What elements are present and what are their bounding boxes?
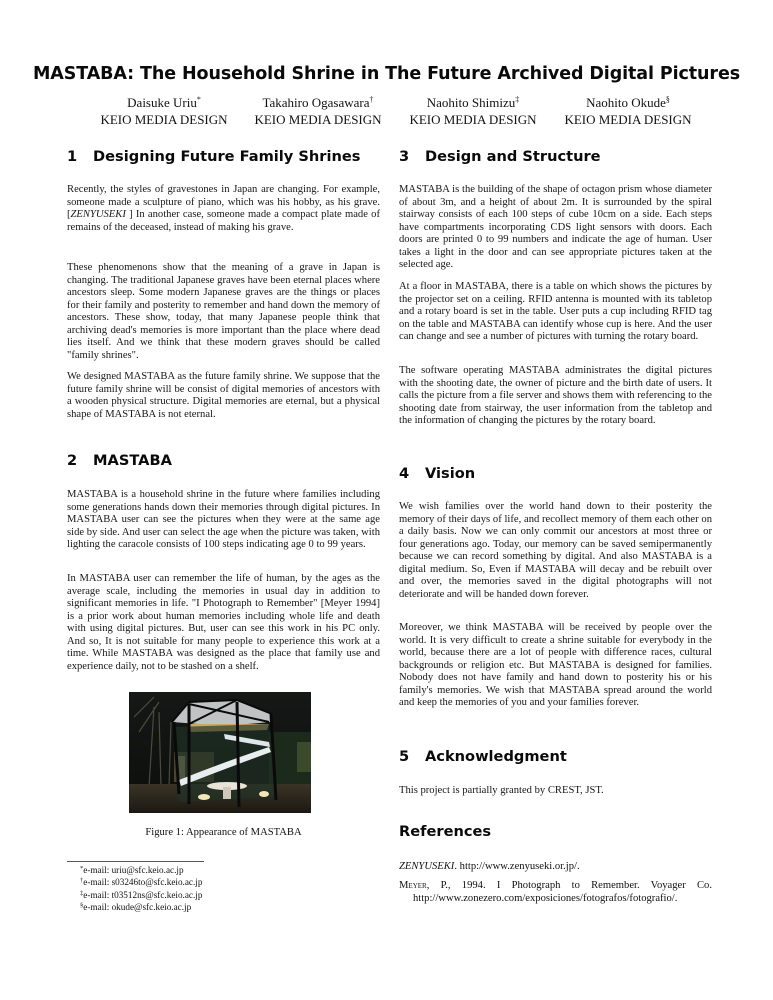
figure-mastaba-photo <box>129 692 311 813</box>
author-affiliation: KEIO MEDIA DESIGN <box>564 112 692 127</box>
author-name: Naohito Okude <box>586 95 666 110</box>
paper-title: MASTABA: The Household Shrine in The Future Archived Digital Pictures <box>32 64 741 84</box>
paragraph: These phenomenons show that the meaning of a grave in Japan is changing. The traditional Japanese graves have been eternal places where ancestors sleep. Some modern Japanese graves are the things or places for their family and posterity to remember and hand down the memory of ancestors. These show, today, that many Japanese people think that archiving dead's memories is more important than the place where dead lies itself. And we think that these modern graves should be called "family shrines". <box>67 262 380 361</box>
author-affiliation: KEIO MEDIA DESIGN <box>409 112 537 127</box>
author-mark: * <box>196 95 201 104</box>
reference-item: Meyer, P., 1994. I Photograph to Remember. Voyager Co. http://www.zonezero.com/exposiciones/fotografos/fotografio/. <box>399 880 712 904</box>
author-affiliation: KEIO MEDIA DESIGN <box>254 112 382 127</box>
author-mark: † <box>369 95 374 104</box>
footnote-4: §e-mail: okude@sfc.keio.ac.jp <box>80 901 192 912</box>
paragraph: MASTABA is a household shrine in the future where families including some generations hands down their memories through digital pictures. In MASTABA user can see the pictures when they were at the same age side by side. And user can select the age when the picture was taken, with lighting the caracole consists of 100 steps indicating age 0 to 99 years. <box>67 489 380 551</box>
author-4 <box>543 94 713 128</box>
author-name: Naohito Shimizu <box>426 95 516 110</box>
footnote-3: ‡e-mail: t03512ns@sfc.keio.ac.jp <box>80 889 203 900</box>
paragraph: This project is partially granted by CREST, JST. <box>399 785 604 796</box>
author-3 <box>388 94 558 128</box>
section-heading-5: 5 Acknowledgment <box>399 748 567 765</box>
author-name: Takahiro Ogasawara <box>262 95 370 110</box>
paragraph: We designed MASTABA as the future family shrine. We suppose that the future family shrine will be consist of digital memories of ancestors with a wooden physical structure. Digital memories are eternal, but a physical shape of MASTABA is not eternal. <box>67 371 380 420</box>
figure-caption: Figure 1: Appearance of MASTABA <box>145 827 302 838</box>
footnote-2: †e-mail: s03246to@sfc.keio.ac.jp <box>80 877 203 888</box>
reference-url[interactable]: http://www.zonezero.com/exposiciones/fotografos/fotografio/. <box>413 892 678 904</box>
paragraph: In MASTABA user can remember the life of human, by the ages as the average scale, including the memories in usual day in addition to significant memories in life. "I Photograph to Remember" [Meyer 1994] is a prior work about human memories including whole life and death with using digital pictures. But, user can see this work in his PC only. And so, It is not suitable for many people to experience this work at a time. While MASTABA was designed as the place that family use and experience daily, not to be stashed on a shelf. <box>67 573 380 672</box>
author-mark: ‡ <box>515 95 520 104</box>
author-2 <box>233 94 403 128</box>
reference-item: ZENYUSEKI. http://www.zenyuseki.or.jp/. <box>399 861 580 872</box>
author-mark: § <box>665 95 670 104</box>
footnote-rule <box>67 861 204 862</box>
citation: ZENYUSEKI <box>70 209 126 221</box>
section-heading-1: 1 Designing Future Family Shrines <box>67 148 361 165</box>
section-heading-3: 3 Design and Structure <box>399 148 601 165</box>
paragraph: Recently, the styles of gravestones in Japan are changing. For example, someone made a sculpture of piano, which was his hobby, as his grave.[ZENYUSEKI ] In another case, someone made a compact plate made of remains of the deceased, instead of making his grave. <box>67 184 380 233</box>
footnote-1: *e-mail: uriu@sfc.keio.ac.jp <box>80 865 184 875</box>
footnotes <box>80 864 202 913</box>
section-heading-2: 2 MASTABA <box>67 452 172 469</box>
paragraph: The software operating MASTABA administrates the digital pictures with the shooting date, the owner of picture and the birth date of users. It calls the picture from a file server and shows them with referencing to the shooting date from stairway, the user information from the tabletop and the information of changing the pictures by the rotary board. <box>399 365 712 427</box>
section-heading-4: 4 Vision <box>399 465 476 482</box>
paragraph: Moreover, we think MASTABA will be received by people over the world. It is very difficult to create a shrine suitable for everybody in the world, because there are a lot of people with difference races, cultural backgrounds or religion etc. But MASTABA is designed for families. Nobody does not have family and hand down to posterity his or his family's memories. We wish that MASTABA spread around the world and keep the memories of you and your families forever. <box>399 622 712 709</box>
author-name: Daisuke Uriu <box>127 95 197 110</box>
references-heading: References <box>399 823 492 840</box>
author-affiliation: KEIO MEDIA DESIGN <box>100 112 228 127</box>
mastaba-photo-illustration <box>129 692 311 813</box>
author-1 <box>79 94 249 128</box>
paragraph: We wish families over the world hand down to their posterity the memory of their days of life, and recollect memory of them each other on a daily basis. Now we can only commit our ancestors at most three or four generations ago. Today, our memory can be saved semipermanently because we can record something by digital. And also MASTABA is a digital medium. So, Even if MASTABA will decay and be rebuilt over and over, the memories saved in the digital photographs will not deteriorate and will be handed down forever. <box>399 501 712 600</box>
paragraph: At a floor in MASTABA, there is a table on which shows the pictures by the projector set on a ceiling. RFID antenna is mounted with its tabletop and a rotary board is set in the table. User puts a cup including RFID tag on the table and MASTABA can identify whose cup is here. And the user can change and see a number of pictures with turning the rotary board. <box>399 281 712 343</box>
paragraph: MASTABA is the building of the shape of octagon prism whose diameter of about 3m, and a height of about 2m. It is surrounded by the spiral stairway consists of each 100 steps of cube 10cm on a side. Each steps have compartments incorporating CDS light sensors with doors. Each doors are printed 0 to 99 numbers and indicate the age of human. User takes a light in the door and can see appropriate pictures taken at the selected age. <box>399 184 712 271</box>
